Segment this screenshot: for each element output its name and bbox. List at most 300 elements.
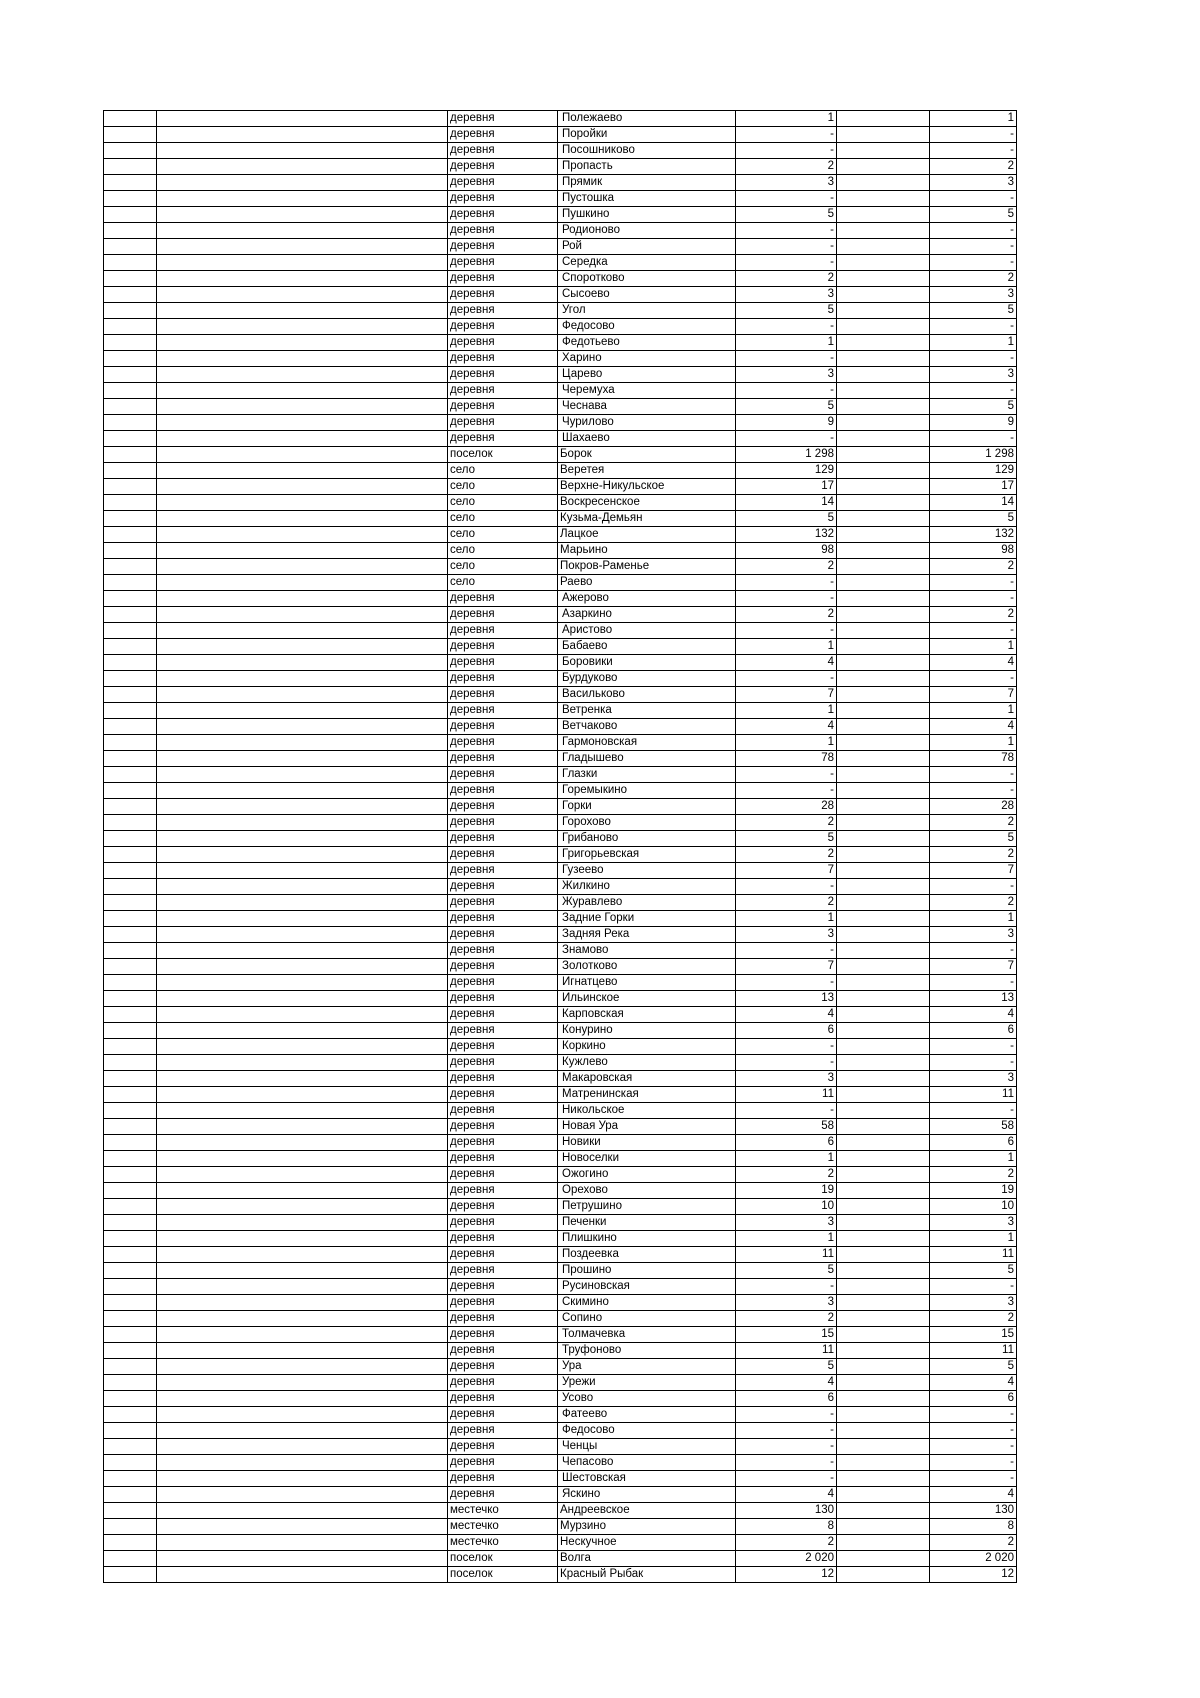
spacer-cell — [837, 1487, 930, 1503]
index-cell — [104, 591, 157, 607]
settlement-name-cell: Чеснава — [558, 399, 736, 415]
district-cell — [157, 335, 448, 351]
district-cell — [157, 815, 448, 831]
population-rural-cell: - — [930, 1423, 1017, 1439]
settlement-name-cell: Поздеевка — [558, 1247, 736, 1263]
index-cell — [104, 1311, 157, 1327]
district-cell — [157, 255, 448, 271]
spacer-cell — [837, 655, 930, 671]
index-cell — [104, 687, 157, 703]
population-total-cell: 58 — [736, 1119, 837, 1135]
index-cell — [104, 815, 157, 831]
population-rural-cell: 5 — [930, 207, 1017, 223]
table-row — [104, 271, 1017, 287]
settlement-name-cell: Фатеево — [558, 1407, 736, 1423]
settlement-name-cell: Ченцы — [558, 1439, 736, 1455]
index-cell — [104, 559, 157, 575]
population-rural-cell: 8 — [930, 1519, 1017, 1535]
population-total-cell: 5 — [736, 831, 837, 847]
population-total-cell: 5 — [736, 399, 837, 415]
population-total-cell: - — [736, 671, 837, 687]
population-rural-cell: 129 — [930, 463, 1017, 479]
settlement-name-cell: Ожогино — [558, 1167, 736, 1183]
population-total-cell: 1 — [736, 111, 837, 127]
population-total-cell: - — [736, 143, 837, 159]
settlement-name-cell: Пропасть — [558, 159, 736, 175]
spacer-cell — [837, 143, 930, 159]
district-cell — [157, 1151, 448, 1167]
settlement-name-cell: Полежаево — [558, 111, 736, 127]
settlement-name-cell: Угол — [558, 303, 736, 319]
index-cell — [104, 111, 157, 127]
table-row — [104, 479, 1017, 495]
index-cell — [104, 463, 157, 479]
table-row — [104, 575, 1017, 591]
spacer-cell — [837, 975, 930, 991]
settlement-name-cell: Раево — [558, 575, 736, 591]
population-rural-cell: - — [930, 1039, 1017, 1055]
settlement-type-cell: село — [448, 479, 558, 495]
population-rural-cell: - — [930, 671, 1017, 687]
settlement-type-cell: поселок — [448, 447, 558, 463]
population-total-cell: 129 — [736, 463, 837, 479]
district-cell — [157, 607, 448, 623]
settlement-name-cell: Горки — [558, 799, 736, 815]
index-cell — [104, 271, 157, 287]
population-rural-cell: - — [930, 431, 1017, 447]
spacer-cell — [837, 959, 930, 975]
population-total-cell: 5 — [736, 511, 837, 527]
settlement-type-cell: деревня — [448, 1199, 558, 1215]
population-total-cell: 12 — [736, 1567, 837, 1583]
population-total-cell: 1 — [736, 1231, 837, 1247]
population-total-cell: - — [736, 127, 837, 143]
spacer-cell — [837, 1151, 930, 1167]
settlement-name-cell: Плишкино — [558, 1231, 736, 1247]
settlement-type-cell: деревня — [448, 735, 558, 751]
settlement-type-cell: село — [448, 495, 558, 511]
index-cell — [104, 1535, 157, 1551]
settlement-type-cell: деревня — [448, 1359, 558, 1375]
population-rural-cell: - — [930, 255, 1017, 271]
settlement-type-cell: деревня — [448, 959, 558, 975]
index-cell — [104, 623, 157, 639]
district-cell — [157, 639, 448, 655]
population-rural-cell: 11 — [930, 1343, 1017, 1359]
settlement-name-cell: Воскресенское — [558, 495, 736, 511]
table-row — [104, 319, 1017, 335]
settlement-type-cell: деревня — [448, 431, 558, 447]
spacer-cell — [837, 303, 930, 319]
district-cell — [157, 1295, 448, 1311]
population-total-cell: 13 — [736, 991, 837, 1007]
district-cell — [157, 1391, 448, 1407]
population-rural-cell: 2 — [930, 895, 1017, 911]
population-rural-cell: - — [930, 319, 1017, 335]
population-total-cell: - — [736, 383, 837, 399]
spacer-cell — [837, 223, 930, 239]
population-rural-cell: - — [930, 591, 1017, 607]
population-rural-cell: 2 020 — [930, 1551, 1017, 1567]
spacer-cell — [837, 719, 930, 735]
population-total-cell: - — [736, 591, 837, 607]
settlement-name-cell: Глазки — [558, 767, 736, 783]
population-total-cell: - — [736, 1471, 837, 1487]
spacer-cell — [837, 1007, 930, 1023]
population-rural-cell: 6 — [930, 1135, 1017, 1151]
district-cell — [157, 303, 448, 319]
population-rural-cell: 14 — [930, 495, 1017, 511]
index-cell — [104, 1279, 157, 1295]
settlement-type-cell: деревня — [448, 1439, 558, 1455]
table-row — [104, 1359, 1017, 1375]
settlement-type-cell: деревня — [448, 591, 558, 607]
settlement-name-cell: Андреевское — [558, 1503, 736, 1519]
population-rural-cell: 1 — [930, 1151, 1017, 1167]
index-cell — [104, 1215, 157, 1231]
index-cell — [104, 447, 157, 463]
population-total-cell: 2 020 — [736, 1551, 837, 1567]
district-cell — [157, 1455, 448, 1471]
population-rural-cell: 2 — [930, 607, 1017, 623]
district-cell — [157, 1023, 448, 1039]
spacer-cell — [837, 1167, 930, 1183]
index-cell — [104, 719, 157, 735]
index-cell — [104, 335, 157, 351]
population-rural-cell: - — [930, 783, 1017, 799]
settlement-name-cell: Труфоново — [558, 1343, 736, 1359]
index-cell — [104, 1455, 157, 1471]
district-cell — [157, 1103, 448, 1119]
population-rural-cell: 13 — [930, 991, 1017, 1007]
population-rural-cell: 3 — [930, 1071, 1017, 1087]
settlement-name-cell: Ура — [558, 1359, 736, 1375]
settlement-name-cell: Горохово — [558, 815, 736, 831]
settlement-name-cell: Гузеево — [558, 863, 736, 879]
district-cell — [157, 591, 448, 607]
settlement-name-cell: Усово — [558, 1391, 736, 1407]
settlement-type-cell: местечко — [448, 1519, 558, 1535]
spacer-cell — [837, 1263, 930, 1279]
index-cell — [104, 671, 157, 687]
table-row — [104, 1023, 1017, 1039]
table-row — [104, 959, 1017, 975]
settlement-type-cell: деревня — [448, 991, 558, 1007]
spacer-cell — [837, 783, 930, 799]
population-total-cell: 3 — [736, 287, 837, 303]
spacer-cell — [837, 287, 930, 303]
table-row — [104, 559, 1017, 575]
table-row — [104, 543, 1017, 559]
district-cell — [157, 1535, 448, 1551]
index-cell — [104, 1503, 157, 1519]
settlement-type-cell: деревня — [448, 367, 558, 383]
population-total-cell: 10 — [736, 1199, 837, 1215]
district-cell — [157, 463, 448, 479]
population-rural-cell: - — [930, 1439, 1017, 1455]
district-cell — [157, 1407, 448, 1423]
settlement-name-cell: Черемуха — [558, 383, 736, 399]
settlement-type-cell: деревня — [448, 159, 558, 175]
table-row — [104, 1311, 1017, 1327]
spacer-cell — [837, 159, 930, 175]
index-cell — [104, 1151, 157, 1167]
population-rural-cell: 5 — [930, 1359, 1017, 1375]
population-total-cell: 130 — [736, 1503, 837, 1519]
index-cell — [104, 1263, 157, 1279]
spacer-cell — [837, 239, 930, 255]
district-cell — [157, 751, 448, 767]
index-cell — [104, 911, 157, 927]
settlement-type-cell: деревня — [448, 255, 558, 271]
settlement-name-cell: Спороткoво — [558, 271, 736, 287]
settlement-name-cell: Матренинская — [558, 1087, 736, 1103]
population-total-cell: 5 — [736, 207, 837, 223]
settlement-type-cell: деревня — [448, 783, 558, 799]
settlement-name-cell: Кужлево — [558, 1055, 736, 1071]
index-cell — [104, 1423, 157, 1439]
population-total-cell: 6 — [736, 1391, 837, 1407]
table-row — [104, 1183, 1017, 1199]
settlement-name-cell: Посошниково — [558, 143, 736, 159]
district-cell — [157, 175, 448, 191]
district-cell — [157, 831, 448, 847]
table-row — [104, 751, 1017, 767]
population-total-cell: 2 — [736, 559, 837, 575]
table-row — [104, 1231, 1017, 1247]
settlement-type-cell: деревня — [448, 1487, 558, 1503]
table-row — [104, 655, 1017, 671]
population-total-cell: 14 — [736, 495, 837, 511]
settlement-type-cell: деревня — [448, 767, 558, 783]
table-row — [104, 1567, 1017, 1583]
spacer-cell — [837, 575, 930, 591]
settlement-name-cell: Рой — [558, 239, 736, 255]
table-row — [104, 687, 1017, 703]
settlement-type-cell: деревня — [448, 671, 558, 687]
spacer-cell — [837, 127, 930, 143]
table-row — [104, 735, 1017, 751]
settlement-name-cell: Ветренка — [558, 703, 736, 719]
settlement-name-cell: Федосово — [558, 1423, 736, 1439]
settlement-name-cell: Азаркино — [558, 607, 736, 623]
population-total-cell: 28 — [736, 799, 837, 815]
population-total-cell: - — [736, 191, 837, 207]
spacer-cell — [837, 1327, 930, 1343]
district-cell — [157, 239, 448, 255]
population-total-cell: 4 — [736, 1375, 837, 1391]
table-row — [104, 495, 1017, 511]
population-total-cell: - — [736, 1439, 837, 1455]
settlement-name-cell: Пустошка — [558, 191, 736, 207]
settlement-type-cell: деревня — [448, 831, 558, 847]
spacer-cell — [837, 207, 930, 223]
spacer-cell — [837, 591, 930, 607]
settlement-type-cell: деревня — [448, 1167, 558, 1183]
settlement-type-cell: деревня — [448, 1407, 558, 1423]
table-row — [104, 927, 1017, 943]
table-row — [104, 1215, 1017, 1231]
settlement-type-cell: деревня — [448, 703, 558, 719]
spacer-cell — [837, 1183, 930, 1199]
settlement-type-cell: деревня — [448, 111, 558, 127]
spacer-cell — [837, 639, 930, 655]
spacer-cell — [837, 431, 930, 447]
spacer-cell — [837, 495, 930, 511]
population-rural-cell: 58 — [930, 1119, 1017, 1135]
population-total-cell: 7 — [736, 959, 837, 975]
spacer-cell — [837, 463, 930, 479]
population-rural-cell: 7 — [930, 863, 1017, 879]
population-rural-cell: 7 — [930, 959, 1017, 975]
population-total-cell: 4 — [736, 1487, 837, 1503]
table-row — [104, 1375, 1017, 1391]
settlement-type-cell: деревня — [448, 1423, 558, 1439]
table-row — [104, 415, 1017, 431]
spacer-cell — [837, 511, 930, 527]
district-cell — [157, 511, 448, 527]
spacer-cell — [837, 1071, 930, 1087]
district-cell — [157, 1519, 448, 1535]
population-total-cell: 17 — [736, 479, 837, 495]
spacer-cell — [837, 1423, 930, 1439]
table-row — [104, 943, 1017, 959]
district-cell — [157, 687, 448, 703]
table-row — [104, 1151, 1017, 1167]
population-rural-cell: 78 — [930, 751, 1017, 767]
spacer-cell — [837, 1391, 930, 1407]
index-cell — [104, 527, 157, 543]
population-total-cell: 2 — [736, 607, 837, 623]
table-row — [104, 607, 1017, 623]
settlement-type-cell: деревня — [448, 863, 558, 879]
settlement-name-cell: Бабаево — [558, 639, 736, 655]
index-cell — [104, 1519, 157, 1535]
table-row — [104, 367, 1017, 383]
spacer-cell — [837, 415, 930, 431]
population-total-cell: 3 — [736, 367, 837, 383]
spacer-cell — [837, 1087, 930, 1103]
settlement-name-cell: Веретея — [558, 463, 736, 479]
population-total-cell: - — [736, 351, 837, 367]
settlement-name-cell: Покров-Раменье — [558, 559, 736, 575]
population-total-cell: - — [736, 975, 837, 991]
population-total-cell: 1 — [736, 639, 837, 655]
district-cell — [157, 1471, 448, 1487]
settlement-name-cell: Гармоновская — [558, 735, 736, 751]
spacer-cell — [837, 1135, 930, 1151]
district-cell — [157, 1215, 448, 1231]
settlement-type-cell: деревня — [448, 1183, 558, 1199]
spacer-cell — [837, 1375, 930, 1391]
population-rural-cell: 2 — [930, 559, 1017, 575]
population-rural-cell: 7 — [930, 687, 1017, 703]
population-rural-cell: 1 — [930, 111, 1017, 127]
settlement-type-cell: деревня — [448, 351, 558, 367]
population-total-cell: 2 — [736, 1167, 837, 1183]
population-total-cell: 1 298 — [736, 447, 837, 463]
district-cell — [157, 847, 448, 863]
table-row — [104, 1439, 1017, 1455]
population-rural-cell: 2 — [930, 1535, 1017, 1551]
index-cell — [104, 1247, 157, 1263]
population-rural-cell: 17 — [930, 479, 1017, 495]
settlement-type-cell: деревня — [448, 1263, 558, 1279]
settlement-type-cell: деревня — [448, 223, 558, 239]
index-cell — [104, 1087, 157, 1103]
settlement-name-cell: Харино — [558, 351, 736, 367]
index-cell — [104, 1471, 157, 1487]
index-cell — [104, 1183, 157, 1199]
index-cell — [104, 1407, 157, 1423]
settlement-name-cell: Середка — [558, 255, 736, 271]
spacer-cell — [837, 1535, 930, 1551]
settlement-name-cell: Поройки — [558, 127, 736, 143]
settlement-name-cell: Конурино — [558, 1023, 736, 1039]
settlement-name-cell: Прошино — [558, 1263, 736, 1279]
settlements-table — [103, 110, 1017, 1583]
population-rural-cell: 1 — [930, 703, 1017, 719]
district-cell — [157, 543, 448, 559]
district-cell — [157, 111, 448, 127]
population-total-cell: 9 — [736, 415, 837, 431]
index-cell — [104, 879, 157, 895]
table-row — [104, 1503, 1017, 1519]
population-total-cell: 2 — [736, 847, 837, 863]
district-cell — [157, 1343, 448, 1359]
district-cell — [157, 367, 448, 383]
settlement-type-cell: поселок — [448, 1551, 558, 1567]
settlement-type-cell: деревня — [448, 879, 558, 895]
district-cell — [157, 1167, 448, 1183]
district-cell — [157, 479, 448, 495]
district-cell — [157, 735, 448, 751]
settlement-name-cell: Новая Ура — [558, 1119, 736, 1135]
settlement-name-cell: Аристово — [558, 623, 736, 639]
district-cell — [157, 1375, 448, 1391]
index-cell — [104, 1487, 157, 1503]
district-cell — [157, 623, 448, 639]
population-total-cell: - — [736, 575, 837, 591]
settlement-type-cell: деревня — [448, 399, 558, 415]
settlement-name-cell: Царево — [558, 367, 736, 383]
index-cell — [104, 1103, 157, 1119]
settlement-name-cell: Родионово — [558, 223, 736, 239]
population-rural-cell: 2 — [930, 847, 1017, 863]
index-cell — [104, 383, 157, 399]
population-rural-cell: 4 — [930, 1007, 1017, 1023]
population-rural-cell: - — [930, 1407, 1017, 1423]
population-total-cell: - — [736, 1039, 837, 1055]
spacer-cell — [837, 1407, 930, 1423]
index-cell — [104, 303, 157, 319]
table-row — [104, 175, 1017, 191]
population-rural-cell: 4 — [930, 1487, 1017, 1503]
index-cell — [104, 1551, 157, 1567]
table-row — [104, 383, 1017, 399]
settlement-name-cell: Макаровская — [558, 1071, 736, 1087]
spacer-cell — [837, 1295, 930, 1311]
index-cell — [104, 783, 157, 799]
settlement-name-cell: Шахаево — [558, 431, 736, 447]
population-total-cell: 6 — [736, 1023, 837, 1039]
spacer-cell — [837, 543, 930, 559]
table-row — [104, 895, 1017, 911]
table-row — [104, 799, 1017, 815]
district-cell — [157, 127, 448, 143]
table-row — [104, 447, 1017, 463]
district-cell — [157, 447, 448, 463]
